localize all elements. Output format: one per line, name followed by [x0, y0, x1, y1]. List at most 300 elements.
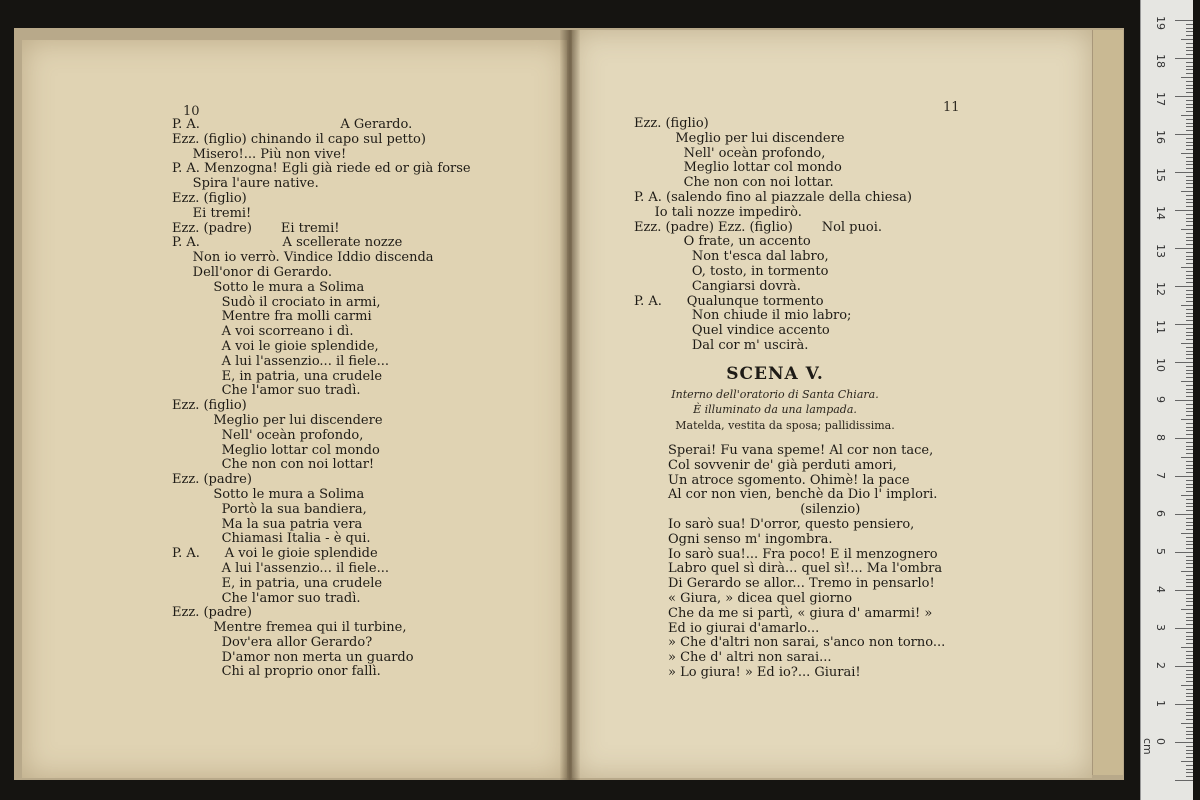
ruler-number: 6: [1154, 510, 1167, 517]
ruler-tick: [1186, 225, 1193, 226]
text-line: A voi le gioie splendide,: [172, 338, 379, 354]
ruler-tick: [1186, 757, 1193, 758]
text-line: Mentre fremea qui il turbine,: [172, 620, 407, 636]
ruler-tick: [1186, 161, 1193, 162]
ruler-tick: [1186, 484, 1193, 485]
ruler-tick: [1186, 617, 1193, 618]
text-line: Misero!... Più non vive!: [172, 146, 347, 162]
ruler-tick: [1186, 47, 1193, 48]
ruler-tick: [1186, 271, 1193, 272]
ruler-tick: [1175, 96, 1193, 97]
text-line: Chiamasi Italia - è qui.: [172, 531, 371, 547]
text-line: A voi scorreano i dì.: [172, 324, 354, 340]
ruler-tick: [1181, 229, 1193, 230]
ruler-tick: [1186, 180, 1193, 181]
ruler-tick: [1186, 700, 1193, 701]
ruler-number: 7: [1154, 472, 1167, 479]
ruler-tick: [1186, 582, 1193, 583]
ruler-tick: [1186, 214, 1193, 215]
text-line: Chi al proprio onor fallì.: [172, 664, 381, 680]
ruler-tick: [1186, 392, 1193, 393]
ruler-tick: [1186, 468, 1193, 469]
text-line: P. A. A Gerardo.: [172, 117, 413, 132]
ruler-tick: [1181, 457, 1193, 458]
ruler-tick: [1186, 252, 1193, 253]
ruler-tick: [1186, 313, 1193, 314]
ruler-tick: [1186, 377, 1193, 378]
ruler-tick: [1186, 24, 1193, 25]
ruler-number: 0 cm: [1141, 738, 1167, 755]
ruler-tick: [1186, 746, 1193, 747]
ruler-tick: [1186, 491, 1193, 492]
ruler-tick: [1186, 149, 1193, 150]
ruler-tick: [1186, 187, 1193, 188]
text-line: Meglio lottar col mondo: [634, 160, 842, 176]
ruler-tick: [1186, 727, 1193, 728]
ruler-tick: [1175, 172, 1193, 173]
ruler-tick: [1186, 446, 1193, 447]
ruler-tick: [1186, 69, 1193, 70]
ruler-tick: [1186, 696, 1193, 697]
ruler-tick: [1186, 176, 1193, 177]
text-line: Ezz. (figlio) chinando il capo sul petto): [172, 131, 426, 147]
text-line: Col sovvenir de' già perduti amori,: [668, 457, 897, 473]
ruler-tick: [1186, 518, 1193, 519]
ruler-tick: [1186, 138, 1193, 139]
stage-direction-3: Matelda, vestita da sposa; pallidissima.: [675, 419, 895, 432]
ruler-tick: [1186, 643, 1193, 644]
ruler-tick: [1186, 465, 1193, 466]
ruler-tick: [1186, 294, 1193, 295]
ruler-tick: [1186, 240, 1193, 241]
text-line: Ezz. (padre) Ei tremi!: [172, 220, 340, 236]
text-line: Sperai! Fu vana speme! Al cor non tace,: [668, 443, 934, 458]
ruler-tick: [1175, 248, 1193, 249]
ruler-tick: [1186, 107, 1193, 108]
ruler-tick: [1186, 85, 1193, 86]
measurement-ruler: [1140, 0, 1193, 800]
ruler-tick: [1186, 100, 1193, 101]
text-line: O frate, un accento: [634, 234, 811, 250]
ruler-tick: [1186, 164, 1193, 165]
ruler-tick: [1186, 605, 1193, 606]
text-line: A lui l'assenzio... il fiele...: [172, 353, 390, 369]
ruler-tick: [1186, 487, 1193, 488]
text-line: Cangiarsi dovrà.: [634, 278, 801, 294]
text-line: » Che d'altri non sarai, s'anco non torno...: [668, 635, 946, 651]
ruler-tick: [1186, 651, 1193, 652]
text-line: Ogni senso m' ingombra.: [668, 531, 833, 547]
ruler-tick: [1186, 320, 1193, 321]
ruler-tick: [1175, 210, 1193, 211]
text-line: P. A. Menzogna! Egli già riede ed or già forse: [172, 161, 471, 177]
ruler-tick: [1181, 419, 1193, 420]
ruler-tick: [1186, 480, 1193, 481]
ruler-number: 4: [1154, 586, 1167, 593]
ruler-tick: [1186, 328, 1193, 329]
text-line: Nell' oceàn profondo,: [634, 145, 826, 161]
ruler-tick: [1186, 567, 1193, 568]
ruler-tick: [1186, 525, 1193, 526]
ruler-tick: [1175, 552, 1193, 553]
text-line: D'amor non merta un guardo: [172, 649, 414, 665]
ruler-tick: [1175, 590, 1193, 591]
ruler-tick: [1181, 153, 1193, 154]
ruler-tick: [1186, 636, 1193, 637]
ruler-number: 5: [1154, 548, 1167, 555]
text-line: Dal cor m' uscirà.: [634, 337, 809, 353]
text-line: Ma la sua patria vera: [172, 516, 363, 532]
text-line: P. A. A scellerate nozze: [172, 235, 403, 251]
ruler-tick: [1186, 104, 1193, 105]
ruler-tick: [1186, 145, 1193, 146]
ruler-number: 15: [1154, 168, 1167, 182]
ruler-number: 18: [1154, 54, 1167, 68]
text-line: » Che d' altri non sarai...: [668, 650, 832, 666]
text-line: Dell'onor di Gerardo.: [172, 264, 332, 280]
ruler-tick: [1175, 286, 1193, 287]
ruler-tick: [1186, 613, 1193, 614]
ruler-tick: [1186, 449, 1193, 450]
ruler-tick: [1175, 780, 1193, 781]
ruler-tick: [1186, 563, 1193, 564]
text-line: Ezz. (figlio): [172, 190, 247, 206]
ruler-tick: [1186, 263, 1193, 264]
scene-title: SCENA V.: [726, 364, 824, 384]
ruler-tick: [1186, 461, 1193, 462]
ruler-tick: [1186, 126, 1193, 127]
text-line: Portò la sua bandiera,: [172, 501, 367, 517]
ruler-tick: [1186, 290, 1193, 291]
book-gutter: [560, 30, 580, 780]
ruler-tick: [1186, 548, 1193, 549]
ruler-tick: [1186, 601, 1193, 602]
text-line: Meglio lottar col mondo: [172, 442, 380, 458]
page-stack-edge: [1092, 30, 1123, 775]
ruler-tick: [1181, 723, 1193, 724]
ruler-tick: [1186, 332, 1193, 333]
ruler-tick: [1181, 267, 1193, 268]
text-line: P. A. (salendo fino al piazzale della chiesa): [634, 189, 912, 205]
ruler-tick: [1181, 381, 1193, 382]
ruler-number: 14: [1154, 206, 1167, 220]
ruler-number: 17: [1154, 92, 1167, 106]
ruler-tick: [1186, 655, 1193, 656]
text-line: (silenzio): [668, 502, 861, 518]
ruler-tick: [1181, 77, 1193, 78]
ruler-tick: [1186, 233, 1193, 234]
ruler-tick: [1186, 734, 1193, 735]
ruler-tick: [1186, 510, 1193, 511]
ruler-tick: [1186, 753, 1193, 754]
ruler-tick: [1186, 366, 1193, 367]
ruler-number: 16: [1154, 130, 1167, 144]
text-line: Che non con noi lottar!: [172, 457, 375, 473]
ruler-tick: [1186, 168, 1193, 169]
ruler-tick: [1181, 571, 1193, 572]
ruler-tick: [1186, 575, 1193, 576]
ruler-tick: [1186, 541, 1193, 542]
text-line: E, in patria, una crudele: [172, 575, 383, 591]
ruler-tick: [1186, 689, 1193, 690]
ruler-tick: [1186, 157, 1193, 158]
ruler-tick: [1186, 354, 1193, 355]
ruler-tick: [1181, 39, 1193, 40]
text-line: Ezz. (padre): [172, 605, 252, 621]
ruler-tick: [1181, 647, 1193, 648]
ruler-tick: [1186, 769, 1193, 770]
ruler-tick: [1175, 666, 1193, 667]
text-line: Ezz. (figlio): [172, 398, 247, 414]
ruler-tick: [1186, 503, 1193, 504]
text-line: Che l'amor suo tradì.: [172, 590, 361, 606]
ruler-tick: [1186, 442, 1193, 443]
ruler-tick: [1186, 389, 1193, 390]
ruler-tick: [1186, 297, 1193, 298]
ruler-tick: [1186, 670, 1193, 671]
ruler-tick: [1186, 309, 1193, 310]
ruler-tick: [1186, 50, 1193, 51]
ruler-tick: [1181, 191, 1193, 192]
text-line: Io sarò sua!... Fra poco! E il menzognero: [668, 546, 938, 562]
text-line: Ezz. (padre): [172, 472, 252, 488]
ruler-tick: [1186, 415, 1193, 416]
ruler-tick: [1186, 339, 1193, 340]
ruler-number: 12: [1154, 282, 1167, 296]
ruler-tick: [1186, 195, 1193, 196]
text-line: A lui l'assenzio... il fiele...: [172, 560, 390, 576]
ruler-tick: [1186, 772, 1193, 773]
ruler-number: 11: [1154, 320, 1167, 334]
ruler-tick: [1181, 761, 1193, 762]
right-page-text-bottom: [668, 444, 945, 681]
ruler-tick: [1186, 335, 1193, 336]
text-line: Mentre fra molli carmi: [172, 309, 372, 325]
ruler-number: 13: [1154, 244, 1167, 258]
text-line: Io sarò sua! D'orror, questo pensiero,: [668, 516, 915, 532]
ruler-tick: [1186, 119, 1193, 120]
ruler-tick: [1186, 130, 1193, 131]
ruler-tick: [1175, 704, 1193, 705]
text-line: E, in patria, una crudele: [172, 368, 383, 384]
ruler-tick: [1186, 738, 1193, 739]
text-line: Ezz. (padre) Ezz. (figlio) Nol puoi.: [634, 219, 882, 235]
text-line: Che da me si partì, « giura d' amarmi! »: [668, 605, 933, 621]
ruler-tick: [1186, 681, 1193, 682]
ruler-tick: [1186, 282, 1193, 283]
ruler-tick: [1186, 301, 1193, 302]
ruler-tick: [1186, 408, 1193, 409]
ruler-number: 9: [1154, 396, 1167, 403]
text-line: Non chiude il mio labro;: [634, 308, 852, 324]
ruler-tick: [1186, 244, 1193, 245]
ruler-tick: [1186, 423, 1193, 424]
ruler-tick: [1186, 579, 1193, 580]
ruler-tick: [1186, 404, 1193, 405]
right-page-text-top: [634, 117, 912, 354]
ruler-tick: [1186, 472, 1193, 473]
ruler-tick: [1186, 434, 1193, 435]
text-line: P. A. A voi le gioie splendide: [172, 546, 378, 562]
ruler-tick: [1186, 385, 1193, 386]
ruler-tick: [1186, 73, 1193, 74]
ruler-tick: [1186, 693, 1193, 694]
ruler-tick: [1186, 351, 1193, 352]
ruler-tick: [1186, 624, 1193, 625]
ruler-tick: [1175, 400, 1193, 401]
ruler-tick: [1186, 202, 1193, 203]
ruler-tick: [1186, 88, 1193, 89]
ruler-tick: [1186, 206, 1193, 207]
ruler-tick: [1186, 586, 1193, 587]
text-line: Che l'amor suo tradì.: [172, 383, 361, 399]
ruler-tick: [1186, 632, 1193, 633]
text-line: O, tosto, in tormento: [634, 263, 829, 279]
ruler-tick: [1186, 199, 1193, 200]
ruler-tick: [1186, 358, 1193, 359]
ruler-tick: [1186, 765, 1193, 766]
text-line: Di Gerardo se allor... Tremo in pensarlo!: [668, 576, 935, 592]
ruler-tick: [1186, 506, 1193, 507]
text-line: « Giura, » dicea quel giorno: [668, 590, 853, 606]
text-line: Io tali nozze impedirò.: [634, 204, 802, 220]
text-line: P. A. Qualunque tormento: [634, 293, 824, 309]
ruler-tick: [1186, 598, 1193, 599]
ruler-tick: [1186, 123, 1193, 124]
text-line: Quel vindice accento: [634, 323, 830, 339]
ruler-tick: [1186, 529, 1193, 530]
text-line: Ezz. (figlio): [634, 116, 709, 131]
text-line: Meglio per lui discendere: [172, 412, 383, 428]
ruler-tick: [1186, 708, 1193, 709]
ruler-tick: [1175, 476, 1193, 477]
ruler-tick: [1186, 620, 1193, 621]
ruler-tick: [1186, 560, 1193, 561]
ruler-tick: [1181, 685, 1193, 686]
text-line: Dov'era allor Gerardo?: [172, 634, 373, 650]
ruler-tick: [1186, 259, 1193, 260]
ruler-tick: [1186, 731, 1193, 732]
ruler-tick: [1186, 662, 1193, 663]
ruler-tick: [1175, 324, 1193, 325]
ruler-tick: [1186, 256, 1193, 257]
text-line: » Lo giura! » Ed io?... Giurai!: [668, 664, 861, 680]
ruler-number: 2: [1154, 662, 1167, 669]
ruler-number: 1: [1154, 700, 1167, 707]
ruler-tick: [1175, 20, 1193, 21]
ruler-tick: [1181, 305, 1193, 306]
ruler-tick: [1186, 218, 1193, 219]
ruler-tick: [1175, 362, 1193, 363]
text-line: Sotto le mura a Solima: [172, 486, 365, 502]
ruler-number: 19: [1154, 16, 1167, 30]
ruler-tick: [1181, 343, 1193, 344]
ruler-tick: [1181, 533, 1193, 534]
text-line: Sotto le mura a Solima: [172, 279, 365, 295]
ruler-tick: [1175, 514, 1193, 515]
text-line: Non io verrò. Vindice Iddio discenda: [172, 250, 434, 266]
ruler-tick: [1186, 373, 1193, 374]
text-line: Sudò il crociato in armi,: [172, 294, 381, 310]
ruler-number: 8: [1154, 434, 1167, 441]
right-page-number: 11: [943, 100, 960, 115]
ruler-tick: [1186, 92, 1193, 93]
ruler-tick: [1186, 111, 1193, 112]
ruler-tick: [1175, 134, 1193, 135]
ruler-tick: [1186, 183, 1193, 184]
ruler-tick: [1186, 499, 1193, 500]
ruler-number: 10: [1154, 358, 1167, 372]
ruler-tick: [1186, 537, 1193, 538]
ruler-tick: [1181, 609, 1193, 610]
ruler-tick: [1175, 742, 1193, 743]
ruler-tick: [1186, 43, 1193, 44]
ruler-tick: [1186, 453, 1193, 454]
ruler-tick: [1186, 658, 1193, 659]
ruler-tick: [1175, 58, 1193, 59]
ruler-tick: [1186, 66, 1193, 67]
ruler-tick: [1186, 430, 1193, 431]
ruler-tick: [1186, 278, 1193, 279]
ruler-tick: [1186, 54, 1193, 55]
ruler-tick: [1186, 411, 1193, 412]
ruler-number: 3: [1154, 624, 1167, 631]
ruler-tick: [1186, 677, 1193, 678]
ruler-tick: [1186, 544, 1193, 545]
ruler-tick: [1186, 370, 1193, 371]
ruler-tick: [1186, 556, 1193, 557]
text-line: Labro quel sì dirà... quel sì!... Ma l'ombra: [668, 561, 943, 577]
ruler-tick: [1186, 81, 1193, 82]
stage-direction-2: È illuminato da una lampada.: [693, 403, 857, 416]
stage-direction-1: Interno dell'oratorio di Santa Chiara.: [671, 388, 879, 401]
ruler-tick: [1186, 712, 1193, 713]
text-line: Ed io giurai d'amarlo...: [668, 620, 820, 636]
ruler-tick: [1186, 396, 1193, 397]
text-line: Nell' oceàn profondo,: [172, 427, 364, 443]
ruler-tick: [1181, 495, 1193, 496]
ruler-tick: [1186, 347, 1193, 348]
ruler-tick: [1186, 750, 1193, 751]
ruler-tick: [1186, 35, 1193, 36]
ruler-tick: [1175, 628, 1193, 629]
text-line: Ei tremi!: [172, 205, 252, 221]
ruler-tick: [1181, 115, 1193, 116]
ruler-tick: [1186, 221, 1193, 222]
ruler-tick: [1186, 316, 1193, 317]
text-line: Meglio per lui discendere: [634, 130, 845, 146]
ruler-tick: [1186, 31, 1193, 32]
text-line: Che non con noi lottar.: [634, 175, 834, 191]
ruler-tick: [1186, 715, 1193, 716]
ruler-tick: [1186, 142, 1193, 143]
text-line: Non t'esca dal labro,: [634, 249, 829, 265]
left-page-text: [172, 118, 471, 680]
ruler-tick: [1186, 674, 1193, 675]
ruler-tick: [1186, 719, 1193, 720]
ruler-tick: [1186, 776, 1193, 777]
ruler-tick: [1186, 594, 1193, 595]
ruler-tick: [1186, 522, 1193, 523]
left-page-number: 10: [183, 104, 200, 119]
ruler-tick: [1175, 438, 1193, 439]
ruler-tick: [1186, 639, 1193, 640]
ruler-tick: [1186, 237, 1193, 238]
text-line: Spira l'aure native.: [172, 176, 319, 192]
ruler-tick: [1186, 28, 1193, 29]
ruler-tick: [1186, 62, 1193, 63]
ruler-tick: [1186, 275, 1193, 276]
